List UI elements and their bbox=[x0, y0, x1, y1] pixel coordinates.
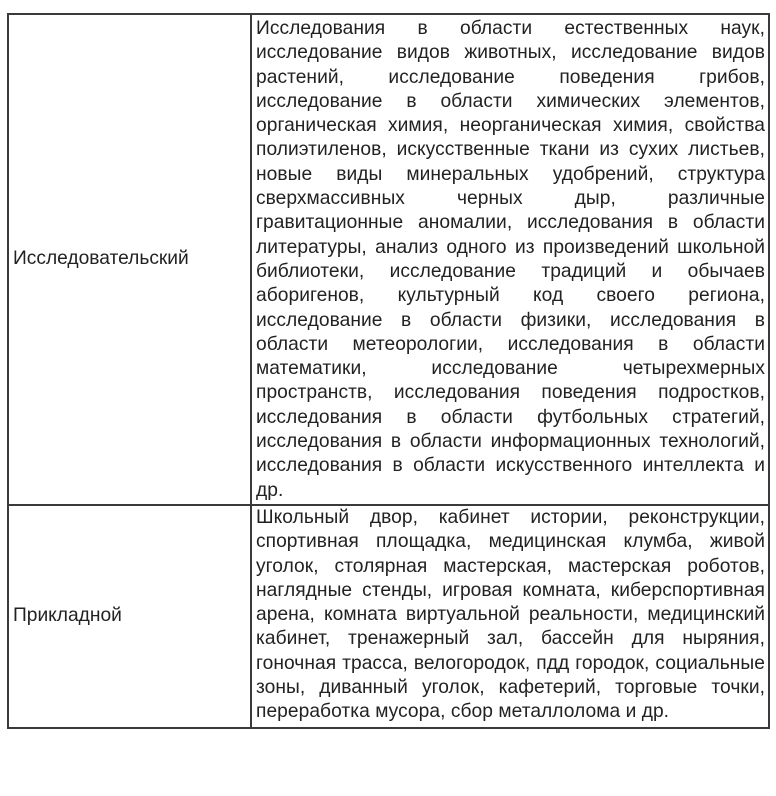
project-type-cell: Прикладной bbox=[8, 505, 251, 728]
table-row-applied bbox=[8, 505, 769, 728]
project-type-cell: Исследовательский bbox=[8, 14, 251, 505]
project-description-cell: Школьный двор, кабинет истории, реконструкции, спортивная площадка, медицинская клумба, живой уголок, столярная мастерская, мастерская роботов, наглядные стенды, игровая комната, киберспортивная арена, комната виртуальной реальности, медицинский кабинет, тренажерный зал, бассейн для ныряния, гоночная трасса, велогородок, пдд городок, социальные зоны, диванный уголок, кафетерий, торговые точки, переработка мусора, сбор металлолома и др. bbox=[251, 505, 769, 728]
project-types-table bbox=[7, 13, 770, 729]
table-row-research bbox=[8, 14, 769, 505]
project-description-cell: Исследования в области естественных наук, исследование видов животных, исследование видов растений, исследование поведения грибов, исследование в области химических элементов, органическая химия, неорганическая химия, свойства полиэтиленов, искусственные ткани из сухих листьев, новые виды минеральных удобрений, структура сверхмассивных черных дыр, различные гравитационные аномалии, исследования в области литературы, анализ одного из произведений школьной библиотеки, исследование традиций и обычаев аборигенов, культурный код своего региона, исследование в области физики, исследования в области метеорологии, исследования в области математики, исследование четырехмерных пространств, исследования поведения подростков, исследования в области футбольных стратегий, исследования в области информационных технологий, исследования в области искусственного интеллекта и др. bbox=[251, 14, 769, 505]
